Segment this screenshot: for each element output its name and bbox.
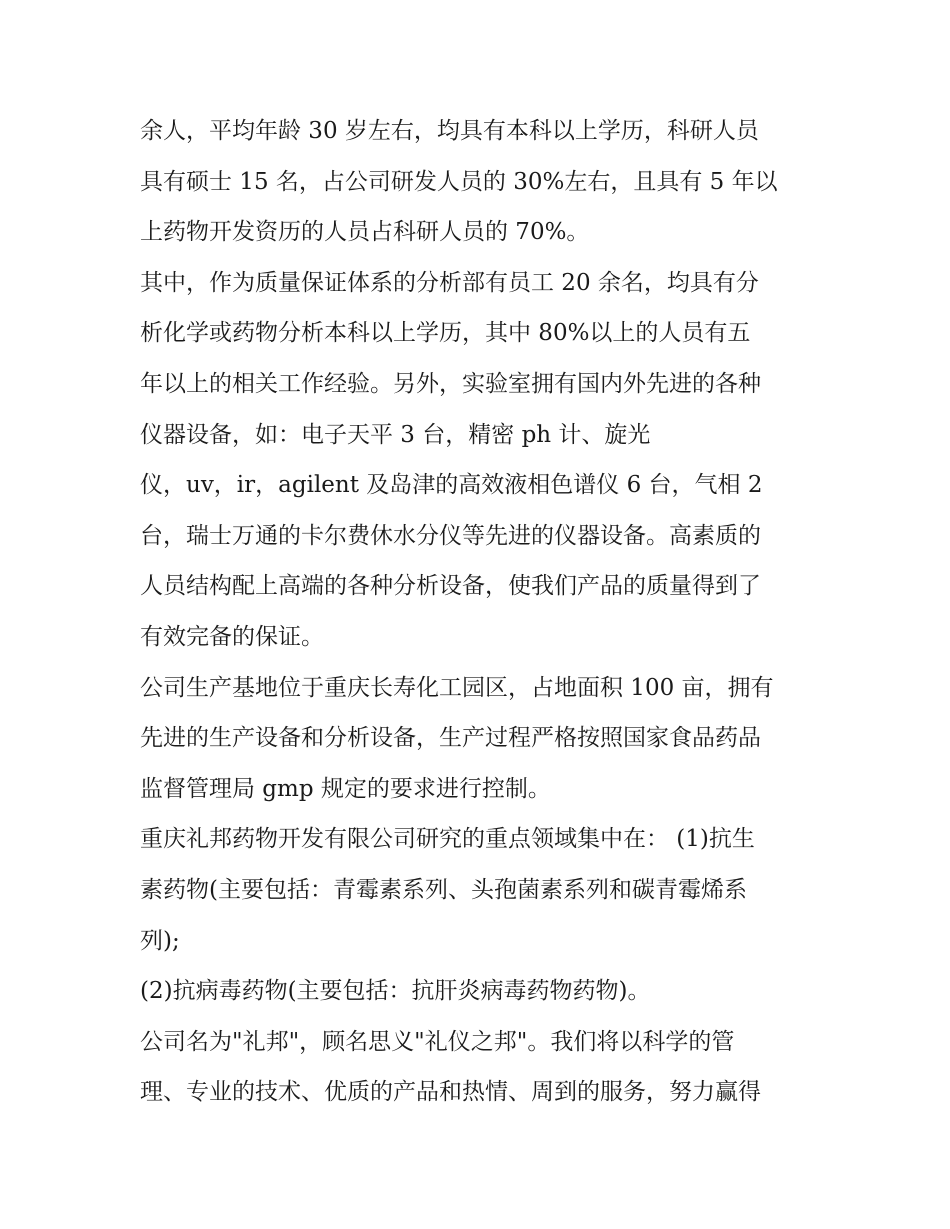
text-line: 素药物(主要包括：青霉素系列、头孢菌素系列和碳青霉烯系 <box>140 876 747 903</box>
text-line: 监督管理局 gmp 规定的要求进行控制。 <box>140 775 551 802</box>
text-line: 上药物开发资历的人员占科研人员的 70%。 <box>140 219 590 246</box>
document-body <box>140 106 820 1118</box>
text-line: 公司名为"礼邦"，顾名思义"礼仪之邦"。我们将以科学的管 <box>140 1028 735 1055</box>
text-line: 年以上的相关工作经验。另外，实验室拥有国内外先进的各种 <box>140 370 761 397</box>
text-line: 其中，作为质量保证体系的分析部有员工 20 余名，均具有分 <box>140 269 759 296</box>
text-line: 理、专业的技术、优质的产品和热情、周到的服务，努力赢得 <box>140 1079 761 1106</box>
text-line: 重庆礼邦药物开发有限公司研究的重点领域集中在： (1)抗生 <box>140 826 755 853</box>
text-line: 列); <box>140 927 180 954</box>
text-line: 仪，uv，ir，agilent 及岛津的高效液相色谱仪 6 台，气相 2 <box>140 472 763 499</box>
text-line: 台，瑞士万通的卡尔费休水分仪等先进的仪器设备。高素质的 <box>140 522 761 549</box>
text-line: 先进的生产设备和分析设备，生产过程严格按照国家食品药品 <box>140 725 761 752</box>
text-line: 余人，平均年龄 30 岁左右，均具有本科以上学历，科研人员 <box>140 118 759 144</box>
text-line: 有效完备的保证。 <box>140 623 324 650</box>
text-line: 析化学或药物分析本科以上学历，其中 80%以上的人员有五 <box>140 320 751 347</box>
text-line: 公司生产基地位于重庆长寿化工园区，占地面积 100 亩，拥有 <box>140 674 774 701</box>
text-line: 具有硕士 15 名，占公司研发人员的 30%左右，且具有 5 年以 <box>140 168 778 195</box>
text-line: (2)抗病毒药物(主要包括：抗肝炎病毒药物药物)。 <box>140 978 651 1005</box>
text-line: 人员结构配上高端的各种分析设备，使我们产品的质量得到了 <box>140 573 761 600</box>
text-line: 仪器设备，如：电子天平 3 台，精密 ph 计、旋光 <box>140 421 651 448</box>
